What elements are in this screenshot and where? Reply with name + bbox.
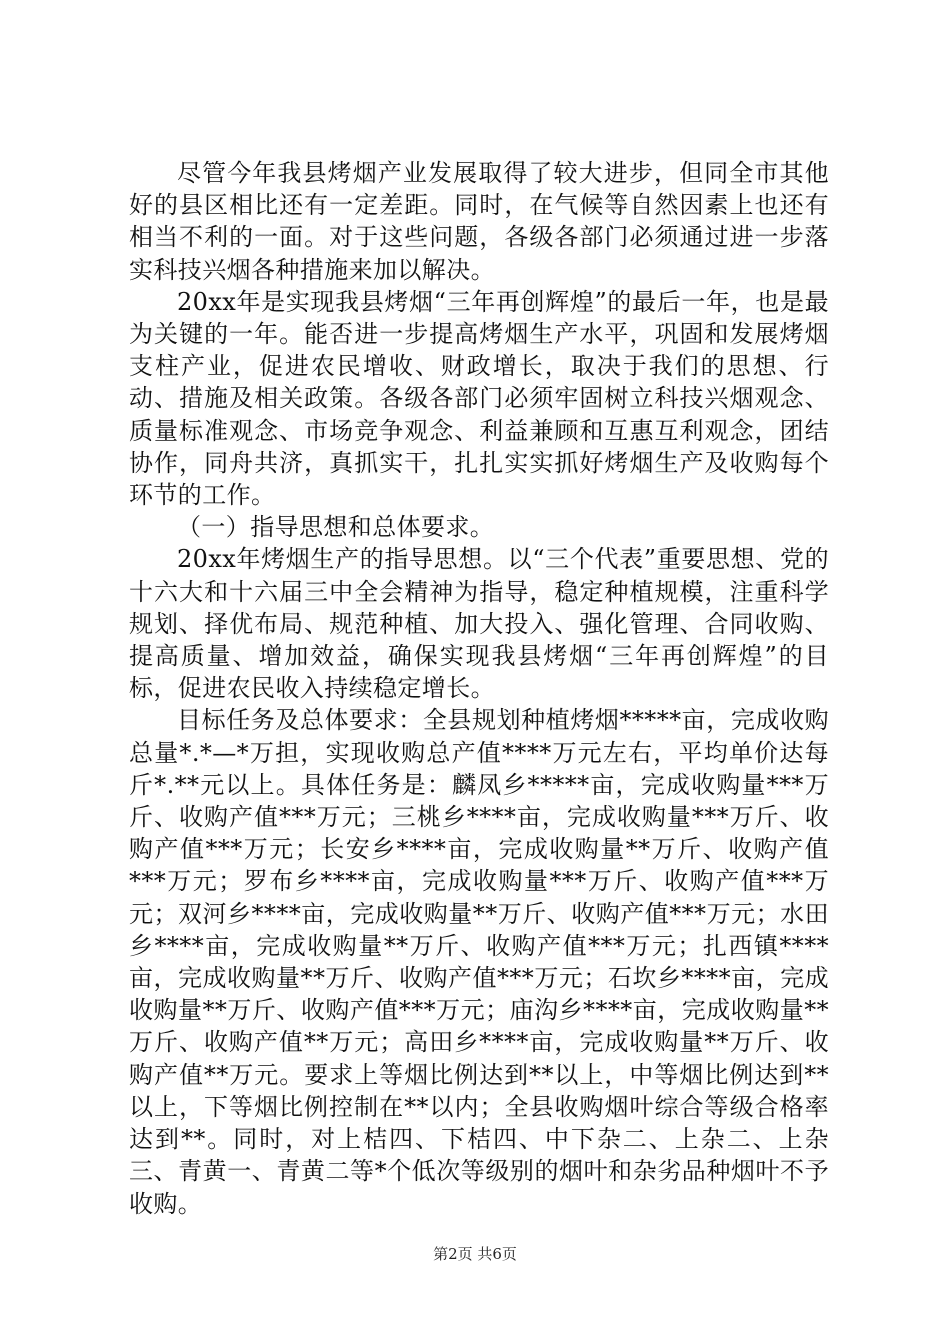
- paragraph-2: 20xx年是实现我县烤烟“三年再创辉煌”的最后一年，也是最为关键的一年。能否进一步提高烤烟生产水平，巩固和发展烤烟支柱产业，促进农民增收、财政增长，取决于我们的思想、行动、措施及相关政策。各级各部门必须牢固树立科技兴烟观念、质量标准观念、市场竞争观念、利益兼顾和互惠互利观念，团结协作，同舟共济，真抓实干，扎扎实实抓好烤烟生产及收购每个环节的工作。: [129, 287, 829, 510]
- paragraph-1: 尽管今年我县烤烟产业发展取得了较大进步，但同全市其他好的县区相比还有一定差距。同时，在气候等自然因素上也还有相当不利的一面。对于这些问题，各级各部门必须通过进一步落实科技兴烟各种措施来加以解决。: [129, 159, 829, 284]
- page-footer: 第2页 共6页: [433, 1245, 517, 1263]
- section-heading: （一）指导思想和总体要求。: [177, 513, 495, 542]
- paragraph-4: 目标任务及总体要求：全县规划种植烤烟*****亩，完成收购总量*.*—*万担，实现收购总产值****万元左右，平均单价达每斤*.**元以上。具体任务是：麟凤乡*****亩，完成收购量***万斤、收购产值***万元；三桃乡****亩，完成收购量***万斤、收购产值***万元；长安乡****亩，完成收购量**万斤、收购产值***万元；罗布乡****亩，完成收购量***万斤、收购产值***万元；双河乡****亩，完成收购量**万斤、收购产值***万元；水田乡****亩，完成收购量**万斤、收购产值***万元；扎西镇****亩，完成收购量**万斤、收购产值***万元；石坎乡****亩，完成收购量**万斤、收购产值***万元；庙沟乡****亩，完成收购量**万斤、收购产值**万元；高田乡****亩，完成收购量**万斤、收购产值**万元。要求上等烟比例达到**以上，中等烟比例达到**以上，下等烟比例控制在**以内；全县收购烟叶综合等级合格率达到**。同时，对上桔四、下桔四、中下杂二、上杂二、上杂三、青黄一、青黄二等*个低次等级别的烟叶和杂劣品种烟叶不予收购。: [129, 706, 829, 1218]
- document-body: [129, 157, 829, 1220]
- paragraph-3: 20xx年烤烟生产的指导思想。以“三个代表”重要思想、党的十六大和十六届三中全会精神为指导，稳定种植规模，注重科学规划、择优布局、规范种植、加大投入、强化管理、合同收购、提高质量、增加效益，确保实现我县烤烟“三年再创辉煌”的目标，促进农民收入持续稳定增长。: [129, 545, 829, 703]
